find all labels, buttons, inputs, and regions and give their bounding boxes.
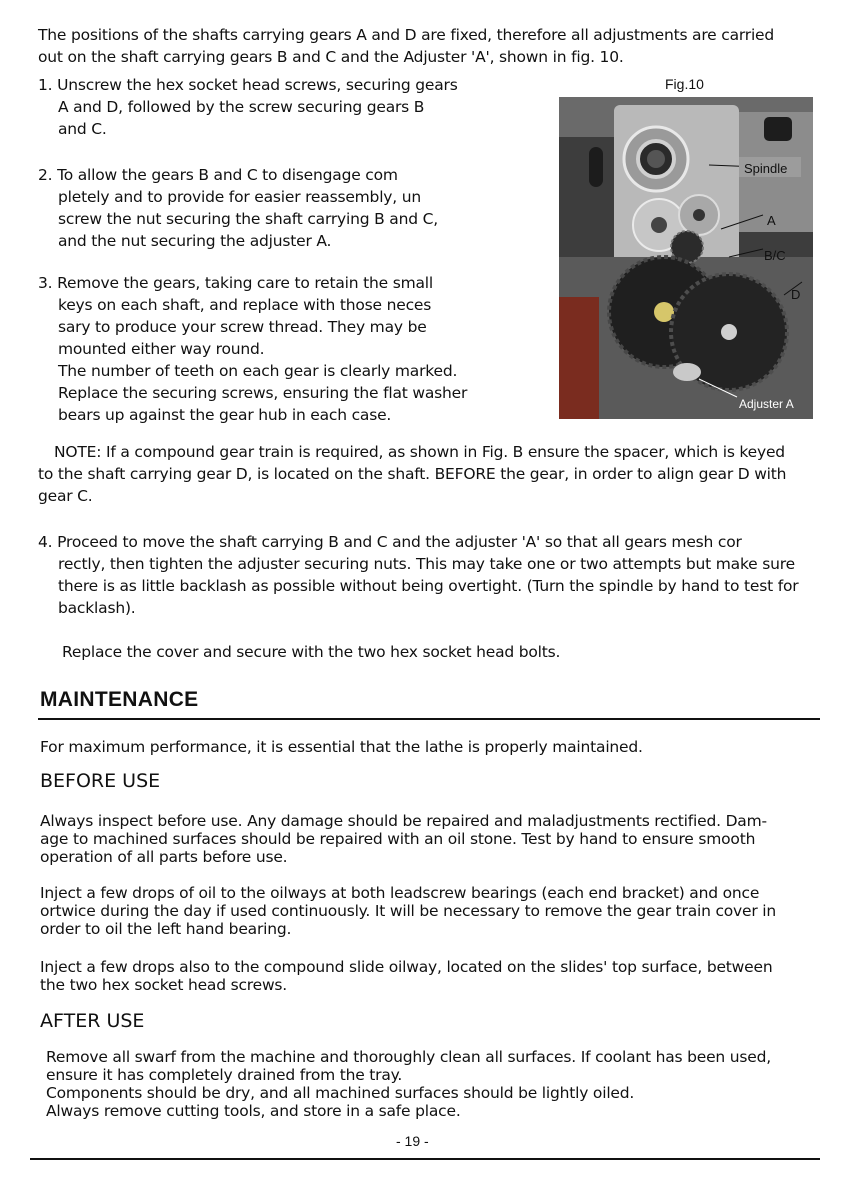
gear-train-photo	[559, 97, 813, 419]
step-2-line-2: pletely and to provide for easier reassembly, un	[58, 188, 421, 206]
adjuster-a	[673, 363, 701, 381]
before-use-heading: BEFORE USE	[40, 770, 161, 792]
before-p3-line-1: Inject a few drops also to the compound slide oilway, located on the slides' top surface, between	[40, 958, 773, 976]
before-p2-line-1: Inject a few drops of oil to the oilways at both leadscrew bearings (each end bracket) and once	[40, 884, 760, 902]
step-3-line-6: Replace the securing screws, ensuring the flat washer	[58, 384, 468, 402]
step-2-line-4: and the nut securing the adjuster A.	[58, 232, 332, 250]
note-line-1: NOTE: If a compound gear train is required, as shown in Fig. B ensure the spacer, which is keyed	[54, 443, 785, 461]
step-3-line-5: The number of teeth on each gear is clearly marked.	[58, 362, 458, 380]
label-a: A	[767, 213, 776, 228]
before-p3-line-2: the two hex socket head screws.	[40, 976, 288, 994]
replace-cover-text: Replace the cover and secure with the two hex socket head bolts.	[62, 643, 561, 661]
after-line-2: ensure it has completely drained from the tray.	[46, 1066, 403, 1084]
step-3-line-1: 3. Remove the gears, taking care to retain the small	[38, 274, 433, 292]
before-p1-line-3: operation of all parts before use.	[40, 848, 288, 866]
figure-caption: Fig.10	[665, 76, 704, 92]
before-p2-line-3: order to oil the left hand bearing.	[40, 920, 292, 938]
step-1-line-2: A and D, followed by the screw securing gears B	[58, 98, 425, 116]
step-3-line-2: keys on each shaft, and replace with those neces	[58, 296, 432, 314]
note-line-2: to the shaft carrying gear D, is located on the shaft. BEFORE the gear, in order to align gear D with	[38, 465, 787, 483]
step-1-line-3: and C.	[58, 120, 107, 138]
intro-line-1: The positions of the shafts carrying gears A and D are fixed, therefore all adjustments are carried	[38, 26, 775, 44]
after-use-heading: AFTER USE	[40, 1010, 145, 1032]
after-line-1: Remove all swarf from the machine and thoroughly clean all surfaces. If coolant has been used,	[46, 1048, 771, 1066]
heading-rule	[38, 718, 820, 720]
after-line-3: Components should be dry, and all machined surfaces should be lightly oiled.	[46, 1084, 635, 1102]
step-2-line-1: 2. To allow the gears B and C to disengage com	[38, 166, 398, 184]
before-p2-line-2: ortwice during the day if used continuously. It will be necessary to remove the gear train cover in	[40, 902, 776, 920]
label-adjuster: Adjuster A	[739, 397, 794, 411]
maintenance-lead: For maximum performance, it is essential that the lathe is properly maintained.	[40, 738, 643, 756]
footer-rule	[30, 1158, 820, 1160]
step-4-line-2: rectly, then tighten the adjuster securing nuts. This may take one or two attempts but make sure	[58, 555, 795, 573]
note-line-3: gear C.	[38, 487, 93, 505]
before-p1-line-1: Always inspect before use. Any damage should be repaired and maladjustments rectified. Dam-	[40, 812, 767, 830]
after-line-4: Always remove cutting tools, and store in a safe place.	[46, 1102, 461, 1120]
before-p1-line-2: age to machined surfaces should be repaired with an oil stone. Test by hand to ensure smooth	[40, 830, 756, 848]
step-2-line-3: screw the nut securing the shaft carrying B and C,	[58, 210, 438, 228]
intro-line-2: out on the shaft carrying gears B and C and the Adjuster 'A', shown in fig. 10.	[38, 48, 624, 66]
label-spindle: Spindle	[744, 161, 788, 176]
step-3-line-4: mounted either way round.	[58, 340, 265, 358]
maintenance-heading: MAINTENANCE	[40, 688, 199, 711]
step-3-line-3: sary to produce your screw thread. They may be	[58, 318, 427, 336]
step-4-line-1: 4. Proceed to move the shaft carrying B and C and the adjuster 'A' so that all gears mesh cor	[38, 533, 742, 551]
page-number: - 19 -	[396, 1133, 429, 1149]
step-3-line-7: bears up against the gear hub in each case.	[58, 406, 392, 424]
step-1-line-1: 1. Unscrew the hex socket head screws, securing gears	[38, 76, 458, 94]
label-bc: B/C	[764, 248, 786, 263]
step-4-line-3: there is as little backlash as possible without being overtight. (Turn the spindle by hand to test for	[58, 577, 799, 595]
step-4-line-4: backlash).	[58, 599, 136, 617]
label-d: D	[791, 287, 801, 302]
